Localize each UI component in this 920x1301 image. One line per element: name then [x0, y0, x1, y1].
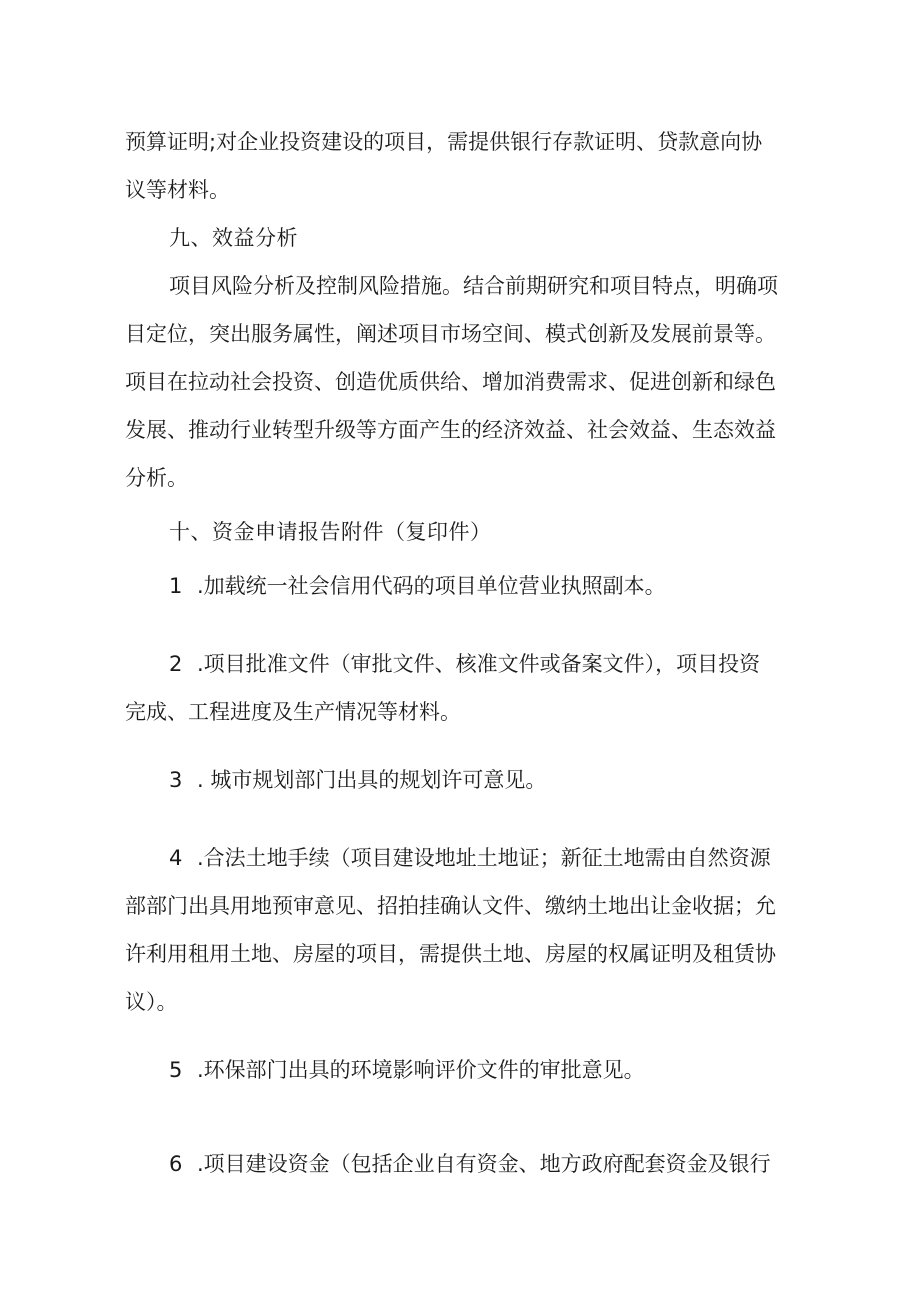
section-9-para-line: 项目在拉动社会投资、创造优质供给、增加消费需求、促进创新和绿色: [125, 370, 776, 394]
item-number: 3: [169, 768, 183, 792]
item-text: .环保部门出具的环境影响评价文件的审批意见。: [197, 1058, 645, 1082]
item-number: 6: [169, 1152, 183, 1176]
item-number: 4: [169, 846, 183, 870]
section-9-para-line: 项目风险分析及控制风险措施。结合前期研究和项目特点，明确项: [169, 274, 778, 298]
item-number: 5: [169, 1058, 183, 1082]
attachment-item-3: [125, 756, 815, 804]
item-number: 1: [169, 574, 183, 598]
intro-line-2: 议等材料。: [125, 178, 230, 202]
attachment-item-5: [125, 1046, 815, 1094]
item-text: .项目建设资金（包括企业自有资金、地方政府配套资金及银行: [197, 1152, 771, 1176]
attachment-item-4: [125, 834, 815, 882]
section-9-heading: 九、效益分析: [169, 226, 298, 250]
section-9-para-line: 分析。: [125, 466, 188, 490]
item-text: . 城市规划部门出具的规划许可意见。: [197, 768, 547, 792]
attachment-item-6: [125, 1140, 815, 1188]
document-body: [125, 118, 815, 1188]
attachment-item-2: [125, 640, 815, 688]
section-9-para-line: 目定位，突出服务属性，阐述项目市场空间、模式创新及发展前景等。: [125, 322, 776, 346]
item-number: 2: [169, 652, 183, 676]
item-text: .合法土地手续（项目建设地址土地证；新征土地需由自然资源: [197, 846, 771, 870]
item-text: .加载统一社会信用代码的项目单位营业执照副本。: [197, 574, 666, 598]
attachment-item-4-line-3: 许利用租用土地、房屋的项目，需提供土地、房屋的权属证明及租赁协: [125, 942, 776, 966]
attachment-item-4-line-4: 议）。: [125, 990, 178, 1014]
attachment-item-2-line-2: 完成、工程进度及生产情况等材料。: [125, 700, 461, 724]
attachment-item-4-line-2: 部部门出具用地预审意见、招拍挂确认文件、缴纳土地出让金收据；允: [125, 894, 776, 918]
section-10-heading: 十、资金申请报告附件（复印件）: [169, 520, 492, 544]
attachment-item-1: [125, 562, 815, 610]
intro-line-1: 预算证明;对企业投资建设的项目，需提供银行存款证明、贷款意向协: [125, 130, 763, 154]
item-text: .项目批准文件（审批文件、核准文件或备案文件），项目投资: [197, 652, 761, 676]
section-9-para-line: 发展、推动行业转型升级等方面产生的经济效益、社会效益、生态效益: [125, 418, 776, 442]
